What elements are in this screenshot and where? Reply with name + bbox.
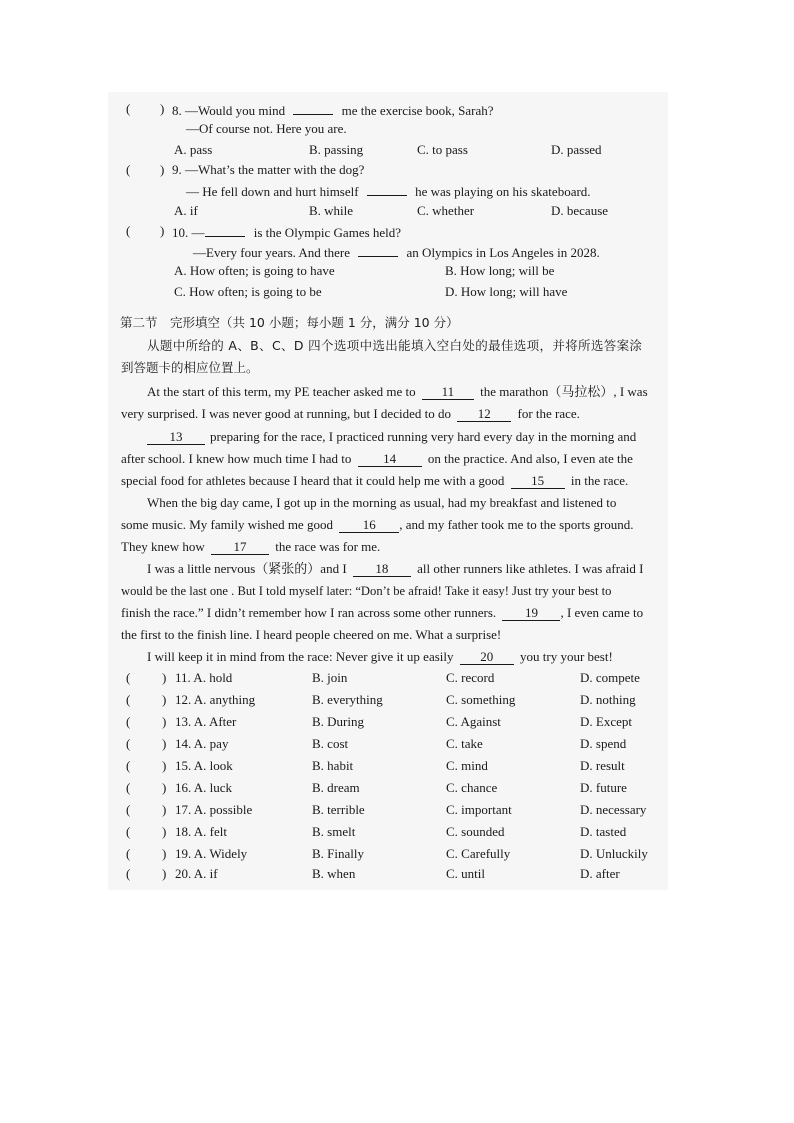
passage-text: very surprised. I was never good at running, but I decided to do <box>121 406 451 421</box>
option-b: B. while <box>309 203 354 218</box>
answer-paren-close: ) <box>160 223 165 238</box>
answer-paren-close: ) <box>160 101 165 116</box>
answer-paren-open: ( <box>126 162 131 177</box>
option-a: 20. A. if <box>175 866 218 881</box>
option-c: C. important <box>446 802 512 817</box>
option-a: 13. A. After <box>175 714 237 729</box>
answer-paren-open: ( <box>126 802 131 817</box>
passage-line: the first to the finish line. I heard people cheered on me. What a surprise! <box>121 627 502 642</box>
answer-paren-close: ) <box>162 780 167 795</box>
option-c: C. mind <box>446 758 488 773</box>
answer-paren-open: ( <box>126 846 131 861</box>
option-c: C. until <box>446 866 486 881</box>
option-b: B. everything <box>312 692 383 707</box>
option-d: D. compete <box>580 670 640 685</box>
passage-text: At the start of this term, my PE teacher asked me to <box>147 384 416 399</box>
option-b: B. when <box>312 866 356 881</box>
reply-text: he was playing on his skateboard. <box>415 184 591 199</box>
passage-text: on the practice. And also, I even ate the <box>427 451 633 466</box>
answer-paren-open: ( <box>126 223 131 238</box>
question-reply: —Of course not. Here you are. <box>186 121 347 136</box>
reply-text: an Olympics in Los Angeles in 2028. <box>406 245 600 260</box>
option-b: B. terrible <box>312 802 365 817</box>
passage-text: special food for athletes because I heard that it could help me with a good <box>121 473 505 488</box>
passage-line <box>121 473 628 489</box>
answer-paren-open: ( <box>126 714 131 729</box>
answer-paren-close: ) <box>162 802 167 817</box>
option-a: 16. A. luck <box>175 780 233 795</box>
cloze-blank-18: 18 <box>353 562 411 577</box>
cloze-blank-16: 16 <box>339 518 399 533</box>
question-reply <box>193 243 600 261</box>
option-c: C. record <box>446 670 495 685</box>
option-a: 11. A. hold <box>175 670 233 685</box>
section-instruction: 从题中所给的 A、B、C、D 四个选项中选出能填入空白处的最佳选项，并将所选答案涂 <box>147 338 643 353</box>
passage-line <box>147 384 648 400</box>
option-b: B. During <box>312 714 364 729</box>
answer-paren-open: ( <box>126 866 131 881</box>
passage-text: I will keep it in mind from the race: Never give it up easily <box>147 649 454 664</box>
option-b: B. passing <box>309 142 364 157</box>
option-c: C. Carefully <box>446 846 511 861</box>
passage-text: , and my father took me to the sports ground. <box>399 517 634 532</box>
answer-paren-open: ( <box>126 736 131 751</box>
question-stem: 9. —What’s the matter with the dog? <box>172 162 365 177</box>
option-a: A. pass <box>174 142 213 157</box>
option-d: D. because <box>551 203 609 218</box>
cloze-blank-12: 12 <box>457 407 511 422</box>
answer-paren-open: ( <box>126 758 131 773</box>
option-b: B. Finally <box>312 846 365 861</box>
option-d: D. Except <box>580 714 632 729</box>
cloze-blank-15: 15 <box>511 474 565 489</box>
passage-text: after school. I knew how much time I had to <box>121 451 352 466</box>
option-a: 15. A. look <box>175 758 233 773</box>
stem-text: 10. — <box>172 225 205 240</box>
option-a: 12. A. anything <box>175 692 256 707</box>
section-instruction: 到答题卡的相应位置上。 <box>121 360 259 375</box>
answer-paren-close: ) <box>162 670 167 685</box>
passage-text: for the race. <box>517 406 580 421</box>
option-b: B. join <box>312 670 348 685</box>
cloze-blank-19: 19 <box>502 606 560 621</box>
passage-line <box>147 649 613 665</box>
reply-text: — He fell down and hurt himself <box>186 184 359 199</box>
answer-paren-open: ( <box>126 824 131 839</box>
passage-text: in the race. <box>570 473 629 488</box>
passage-text: I was a little nervous（紧张的）and I <box>147 561 347 576</box>
option-c: C. something <box>446 692 516 707</box>
option-b: B. dream <box>312 780 360 795</box>
option-a: 17. A. possible <box>175 802 253 817</box>
passage-text: some music. My family wished me good <box>121 517 333 532</box>
passage-line <box>121 539 380 555</box>
option-d: D. necessary <box>580 802 647 817</box>
option-c: C. chance <box>446 780 498 795</box>
option-b: B. cost <box>312 736 349 751</box>
cloze-blank-11: 11 <box>422 385 474 400</box>
option-a: A. if <box>174 203 198 218</box>
answer-paren-close: ) <box>162 714 167 729</box>
passage-text: , I even came to <box>560 605 644 620</box>
option-d: D. future <box>580 780 627 795</box>
passage-line <box>121 406 580 422</box>
option-c: C. How often; is going to be <box>174 284 322 299</box>
answer-paren-close: ) <box>160 162 165 177</box>
option-c: C. Against <box>446 714 501 729</box>
option-d: D. passed <box>551 142 602 157</box>
answer-paren-open: ( <box>126 692 131 707</box>
question-stem <box>172 101 494 119</box>
cloze-blank-13: 13 <box>147 430 205 445</box>
option-d: D. nothing <box>580 692 636 707</box>
question-stem <box>172 223 401 241</box>
stem-text: is the Olympic Games held? <box>253 225 402 240</box>
option-d: D. result <box>580 758 625 773</box>
answer-blank <box>293 101 333 115</box>
passage-text: you try your best! <box>520 649 613 664</box>
stem-text: 8. —Would you mind <box>172 103 286 118</box>
cloze-blank-17: 17 <box>211 540 269 555</box>
question-reply <box>186 182 591 200</box>
option-d: D. How long; will have <box>445 284 568 299</box>
passage-line: would be the last one . But I told myself later: “Don’t be afraid! Take it easy! Just try your best to <box>121 584 612 598</box>
section-heading: 第二节 完形填空（共 10 小题；每小题 1 分，满分 10 分） <box>120 315 459 330</box>
answer-paren-open: ( <box>126 670 131 685</box>
answer-paren-open: ( <box>126 101 131 116</box>
answer-blank <box>205 223 245 237</box>
passage-text: They knew how <box>121 539 205 554</box>
option-d: D. Unluckily <box>580 846 648 861</box>
option-d: D. tasted <box>580 824 627 839</box>
passage-line <box>147 561 643 577</box>
option-b: B. habit <box>312 758 354 773</box>
answer-paren-close: ) <box>162 824 167 839</box>
answer-blank <box>367 182 407 196</box>
option-a: 14. A. pay <box>175 736 229 751</box>
option-b: B. smelt <box>312 824 356 839</box>
passage-text: all other runners like athletes. I was afraid I <box>417 561 644 576</box>
passage-text: the marathon（马拉松）, I was <box>480 384 648 399</box>
answer-paren-close: ) <box>162 736 167 751</box>
passage-line <box>121 451 633 467</box>
option-a: 19. A. Widely <box>175 846 248 861</box>
reply-text: —Every four years. And there <box>193 245 351 260</box>
option-c: C. to pass <box>417 142 468 157</box>
option-a: 18. A. felt <box>175 824 227 839</box>
passage-text: the race was for me. <box>275 539 381 554</box>
option-a: A. How often; is going to have <box>174 263 335 278</box>
option-c: C. sounded <box>446 824 505 839</box>
answer-paren-close: ) <box>162 758 167 773</box>
passage-line: When the big day came, I got up in the morning as usual, had my breakfast and listened to <box>147 495 617 510</box>
passage-line <box>121 605 643 621</box>
answer-paren-close: ) <box>162 866 167 881</box>
passage-line <box>121 517 634 533</box>
passage-text: finish the race.” I didn’t remember how I ran across some other runners. <box>121 605 497 620</box>
answer-paren-open: ( <box>126 780 131 795</box>
option-b: B. How long; will be <box>445 263 555 278</box>
option-d: D. after <box>580 866 620 881</box>
passage-text: preparing for the race, I practiced running very hard every day in the morning and <box>210 429 637 444</box>
answer-paren-close: ) <box>162 846 167 861</box>
option-d: D. spend <box>580 736 627 751</box>
answer-blank <box>358 243 398 257</box>
option-c: C. take <box>446 736 483 751</box>
passage-line <box>147 429 636 445</box>
option-c: C. whether <box>417 203 475 218</box>
cloze-blank-14: 14 <box>358 452 422 467</box>
answer-paren-close: ) <box>162 692 167 707</box>
stem-text: me the exercise book, Sarah? <box>341 103 494 118</box>
cloze-blank-20: 20 <box>460 650 514 665</box>
